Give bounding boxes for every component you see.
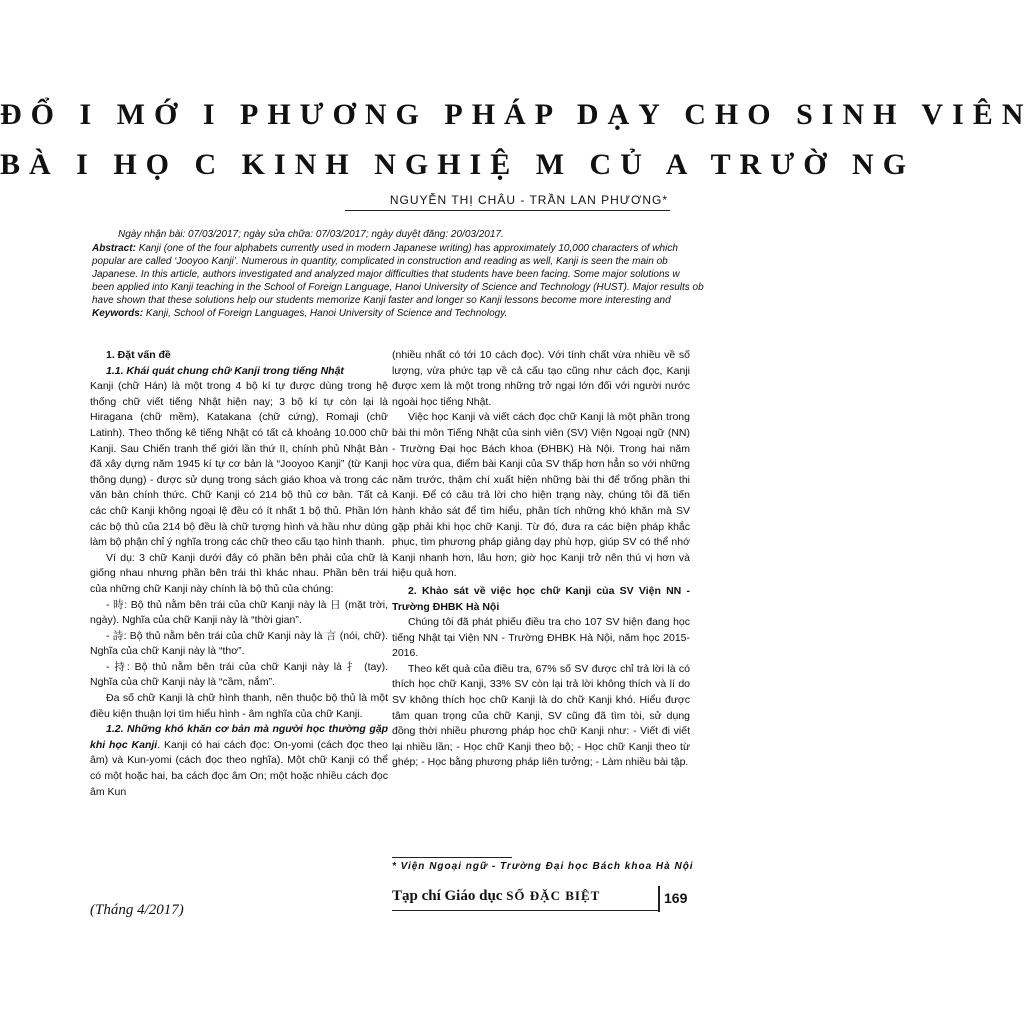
footnote: * Viện Ngoại ngữ - Trường Đại học Bách khoa Hà Nội (392, 861, 694, 872)
abstract-label: Abstract: (92, 243, 136, 254)
abstract-line: Kanji (one of the four alphabets currently used in modern Japanese writing) has approximately 10,000 characters of which (138, 243, 678, 254)
left-column (90, 348, 388, 800)
abstract-line: popular are called ‘Jooyoo Kanji’. Numerous in quantity, complicated in construction and reading as well, Kanji is seen the main ob (92, 256, 668, 267)
section-heading-1: 1. Đặt vấn đề (106, 349, 171, 361)
footnote-divider (392, 857, 512, 858)
right-column (392, 348, 690, 771)
issue-date: (Tháng 4/2017) (90, 902, 184, 918)
paragraph: Chúng tôi đã phát phiếu điều tra cho 107 SV hiện đang học tiếng Nhật tại Viện NN - Trường ĐHBK Hà Nội, năm học 2015-2016. (392, 616, 690, 660)
paragraph: Theo kết quả của điều tra, 67% số SV được chỉ trả lời là có thích học chữ Kanji, 33% SV còn lại trả lời không thích và lí do SV không thích học chữ Kanji là do chữ Kanji khó. Hiểu được tâm quan trọng của chữ Kanji, SV cũng đã tìm tòi, sử dụng đồng thời nhiều phương pháp học chữ Kanji như: - Viết đi viết lại nhiều lần; - Học chữ Kanji theo bộ; - Học chữ Kanji theo từ ghép; - Học bằng phương pháp liên tưởng; - Làm nhiều bài tập. (392, 662, 690, 769)
paragraph: Đa số chữ Kanji là chữ hình thanh, nên thuộc bộ thủ là một điều kiện thuận lợi tìm hiểu hình - âm nghĩa của chữ Kanji. (90, 692, 388, 720)
journal-issue: SỐ ĐẶC BIỆT (506, 888, 601, 903)
page-number-bar (658, 886, 660, 912)
section-heading-2: 2. Khảo sát về việc học chữ Kanji của SV Viện NN - Trường ĐHBK Hà Nội (392, 584, 690, 613)
abstract-line: Japanese. In this article, authors investigated and analyzed major difficulties that students have been facing. Some major solutions w (92, 269, 680, 280)
paragraph: - 詩: Bộ thủ nằm bên trái của chữ Kanji này là 言 (nói, chữ). Nghĩa của chữ Kanji này là “thơ”. (90, 629, 388, 658)
paragraph: Việc học Kanji và viết cách đọc chữ Kanji là một phần trong bài thi môn Tiếng Nhật của sinh viên (SV) Viện Ngoại ngữ (NN) - Trường Đại học Bách khoa (ĐHBK) Hà Nội. Trong hai năm học vừa qua, điểm bài Kanji của SV thấp hơn hẳn so với những năm trước, thậm chí xuất hiện những bài thi để trống phần thi Kanji. Để có câu trả lời cho hiện trạng này, chúng tôi đã tiến hành khảo sát để tìm hiểu, phân tích những khó khăn mà SV gặp phải khi học chữ Kanji. Từ đó, đưa ra các biện pháp khắc phục, tìm phương pháp giảng dạy phù hợp, giúp SV có thể nhớ Kanji nhanh hơn, lâu hơn; giờ học Kanji trở nên thú vị hơn và hiệu quả hơn. (392, 411, 690, 580)
paragraph: - 時: Bộ thủ nằm bên trái của chữ Kanji này là 日 (mặt trời, ngày). Nghĩa của chữ Kanji này là “thời gian”. (90, 598, 388, 627)
paragraph: Ví dụ: 3 chữ Kanji dưới đây có phần bên phải của chữ là giống nhau nhưng phần bên trái thì khác nhau. Phần bên trái của những chữ Kanji này chính là bộ thủ của chúng: (90, 551, 388, 595)
journal-name: Tạp chí Giáo dục (392, 888, 503, 904)
page-number: 169 (664, 890, 688, 906)
keywords-label: Keywords: (92, 308, 144, 319)
article-title-line1: ĐỔ I MỚ I PHƯƠNG PHÁP DẠY CHO SINH VIÊN (0, 98, 1032, 131)
paragraph: . Kanji có hai cách đọc: On-yomi (cách đọc theo âm) và Kun-yomi (cách đọc theo nghĩa). Một chữ Kanji có thể có một hoặc hai, ba cách đọc âm On; một hoặc nhiều cách đọc âm Kun (90, 738, 388, 798)
abstract-line: have shown that these solutions help our students memorize Kanji faster and longer so Kanji lessons become more interesting and (92, 295, 671, 306)
authors: NGUYỄN THỊ CHÂU - TRẦN LAN PHƯƠNG* (389, 193, 668, 207)
authors-divider (345, 210, 670, 211)
paragraph: - 持: Bộ thủ nằm bên trái của chữ Kanji này là 扌 (tay). Nghĩa của chữ Kanji này là “cầm, nắm”. (90, 660, 388, 689)
abstract-line: been applied into Kanji teaching in the School of Foreign Language, Hanoi University of Science and Technology (HUST). Major results ob (92, 282, 704, 293)
keywords: Kanji, School of Foreign Languages, Hanoi University of Science and Technology. (145, 308, 508, 319)
journal-divider (392, 910, 658, 911)
article-title-line2: BÀ I HỌ C KINH NGHIỆ M CỦ A TRƯỜ NG (0, 148, 916, 181)
paragraph: (nhiều nhất có tới 10 cách đọc). Với tính chất vừa nhiều về số lượng, vừa phức tạp về cả cấu tạo cũng như cách đọc, Kanji được xem là một trong những trở ngại lớn đối với người nước ngoài học tiếng Nhật. (392, 349, 690, 408)
submission-dates: Ngày nhận bài: 07/03/2017; ngày sửa chữa: 07/03/2017; ngày duyệt đăng: 20/03/2017. (118, 229, 504, 240)
subsection-heading-1-2: 1.2. Những khó khăn cơ bản mà người học thường gặp khi học Kanji (90, 723, 388, 751)
journal-footer (392, 888, 600, 905)
abstract-block (92, 242, 768, 320)
paragraph: Kanji (chữ Hán) là một trong 4 bộ kí tự được dùng trong hệ thống chữ viết tiếng Nhật hiện nay; 3 bộ kí tự còn lại là Hiragana (chữ mềm), Katakana (chữ cứng), Romaji (chữ Latinh). Theo thống kê tiếng Nhật có tất cả khoảng 10.000 chữ Kanji. Sau Chiến tranh thế giới lần thứ II, chính phủ Nhật Bản đã xây dựng năm 1945 kí tự cơ bản là “Jooyoo Kanji” (từ Kanji thông dụng) - được sử dụng trong sách giáo khoa và trong các văn bản chính thức. Chữ Kanji có 214 bộ thủ cơ bản. Tất cả các chữ Kanji không ngoại lệ đều có ít nhất 1 bộ thủ. Phần lớn các bộ thủ của 214 bộ đều là chữ tượng hình và hầu như dùng làm bộ phận chỉ ý nghĩa trong các chữ theo cấu tạo hình thanh. (90, 380, 388, 549)
subsection-heading-1-1: 1.1. Khái quát chung chữ Kanji trong tiếng Nhật (106, 364, 344, 377)
